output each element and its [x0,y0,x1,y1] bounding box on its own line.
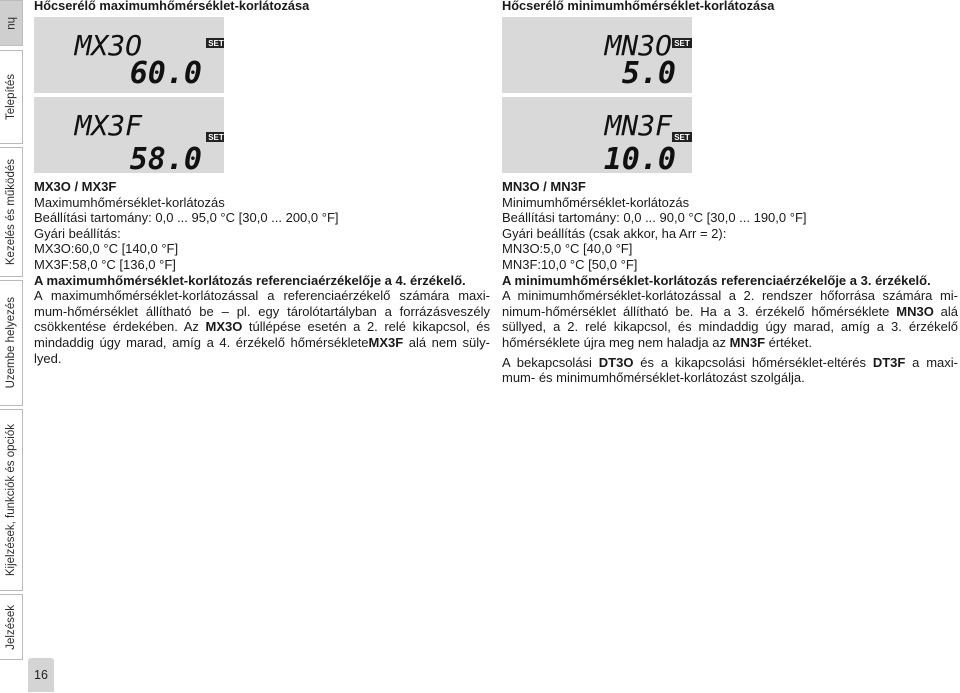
right-line: MN3O:5,0 °C [40,0 °F] [502,241,633,257]
lcd-bottom-text: 5.0 [621,56,676,91]
right-line: Minimumhőmérséklet-korlátozás [502,194,690,210]
left-line: MX3F:58,0 °C [136,0 °F] [34,256,176,272]
lcd-top-text: MX3F [74,109,142,142]
param-name: MN3O [896,303,934,319]
text-run: és a kikapcsolási hőmérséklet-eltérés [633,354,873,370]
lcd-display-mn3o [502,17,692,93]
right-line: MN3F:10,0 °C [50,0 °F] [502,256,638,272]
lcd-top-text: MX3O [74,29,142,62]
right-paragraph-2 [502,355,958,386]
tab-kezeles[interactable] [0,147,23,277]
left-heading: MX3O / MX3F [34,179,117,194]
tab-label: Kezelés és működés [5,158,17,266]
left-bold-line: A maximumhőmérséklet-korlátozás referenciaérzékelője a 4. érzékelő. [34,272,466,288]
lcd-display-mn3f [502,97,692,173]
param-name: DT3F [872,354,906,370]
left-line: MX3O:60,0 °C [140,0 °F] [34,241,179,257]
left-paragraph [34,288,490,366]
left-line: Maximumhőmérséklet-korlátozás [34,194,225,210]
param-name: MX3F [368,334,404,350]
left-line: Gyári beállítás: [34,225,121,241]
left-section-title: Hőcserélő maximumhőmérséklet-korlátozása [34,0,310,13]
right-line: Beállítási tartomány: 0,0 ... 90,0 °C [30,0 ... 190,0 °F] [502,210,807,226]
lcd-screen [502,17,692,93]
tab-label: hu [5,16,17,30]
lcd-bottom-text: 10.0 [603,142,676,173]
lcd-screen [34,17,224,93]
param-name: DT3O [598,354,634,370]
text-run: A minimumhőmérséklet-korlátozással a 2. rendszer hőforrása számára mi-nimum-hőmérséklet állítható be. Ha a 3. érzékelő hőmérséklete [502,288,958,319]
text-run: értéket. [765,334,812,350]
tab-label: Üzembe helyezés [5,297,17,389]
tab-uzembe[interactable] [0,280,23,406]
lcd-top-text: MN3F [604,109,672,142]
tab-label: Telepítés [5,73,17,121]
lcd-bottom-text: 58.0 [129,142,202,173]
left-column [34,0,490,366]
tab-jelzesek[interactable] [0,594,23,660]
tab-label: Kijelzések, funkciók és opciók [5,423,17,577]
lcd-screen [502,97,692,173]
section-tabs [0,0,24,693]
tab-label: Jelzések [5,604,17,650]
right-section-title: Hőcserélő minimumhőmérséklet-korlátozása [502,0,775,13]
text-run: alá süllyed, a 2. relé kikapcsol, és mindaddig úgy marad, amíg a 3. érzékelő hőmérséklete újra meg nem haladja az [502,303,958,350]
page-number: 16 [28,658,54,692]
right-column [502,0,958,386]
tab-kijelzesek[interactable] [0,409,23,591]
lcd-set-label: SET [208,39,224,48]
lcd-top-text: MN3O [604,29,672,62]
left-line: Beállítási tartomány: 0,0 ... 95,0 °C [30,0 ... 200,0 °F] [34,210,339,226]
right-body-text [502,179,958,386]
right-bold-line: A minimumhőmérséklet-korlátozás referenciaérzékelője a 3. érzékelő. [502,272,931,288]
text-run: a maxi-mum- és minimumhőmérséklet-korlátozást szolgálja. [502,354,958,386]
right-heading: MN3O / MN3F [502,179,586,194]
param-name: MN3F [729,334,766,350]
lcd-display-mx3f [34,97,224,173]
lcd-display-mx3o [34,17,224,93]
left-body-text [34,179,490,366]
text-run: A maximumhőmérséklet-korlátozással a referenciaérzékelő számára maxi-mum-hőmérséklet állítható be – pl. egy tárolótartályban a forrázásveszély csökkentése érdekében. Az [34,288,490,335]
text-run: A bekapcsolási [502,354,599,370]
lcd-set-label: SET [674,133,690,142]
lcd-set-label: SET [674,39,690,48]
tab-hu[interactable] [0,0,23,46]
lcd-screen [34,97,224,173]
lcd-bottom-text: 60.0 [129,56,202,91]
right-paragraph-1 [502,288,958,350]
lcd-set-label: SET [208,133,224,142]
right-line: Gyári beállítás (csak akkor, ha Arr = 2): [502,225,727,241]
text-run: alá nem süly-lyed. [34,334,490,366]
tab-telepites[interactable] [0,50,23,144]
param-name: MX3O [205,319,243,335]
text-run: túllépése esetén a 2. relé kikapcsol, és mindaddig úgy marad, amíg a 4. érzékelő hőmérséklete [34,319,490,350]
